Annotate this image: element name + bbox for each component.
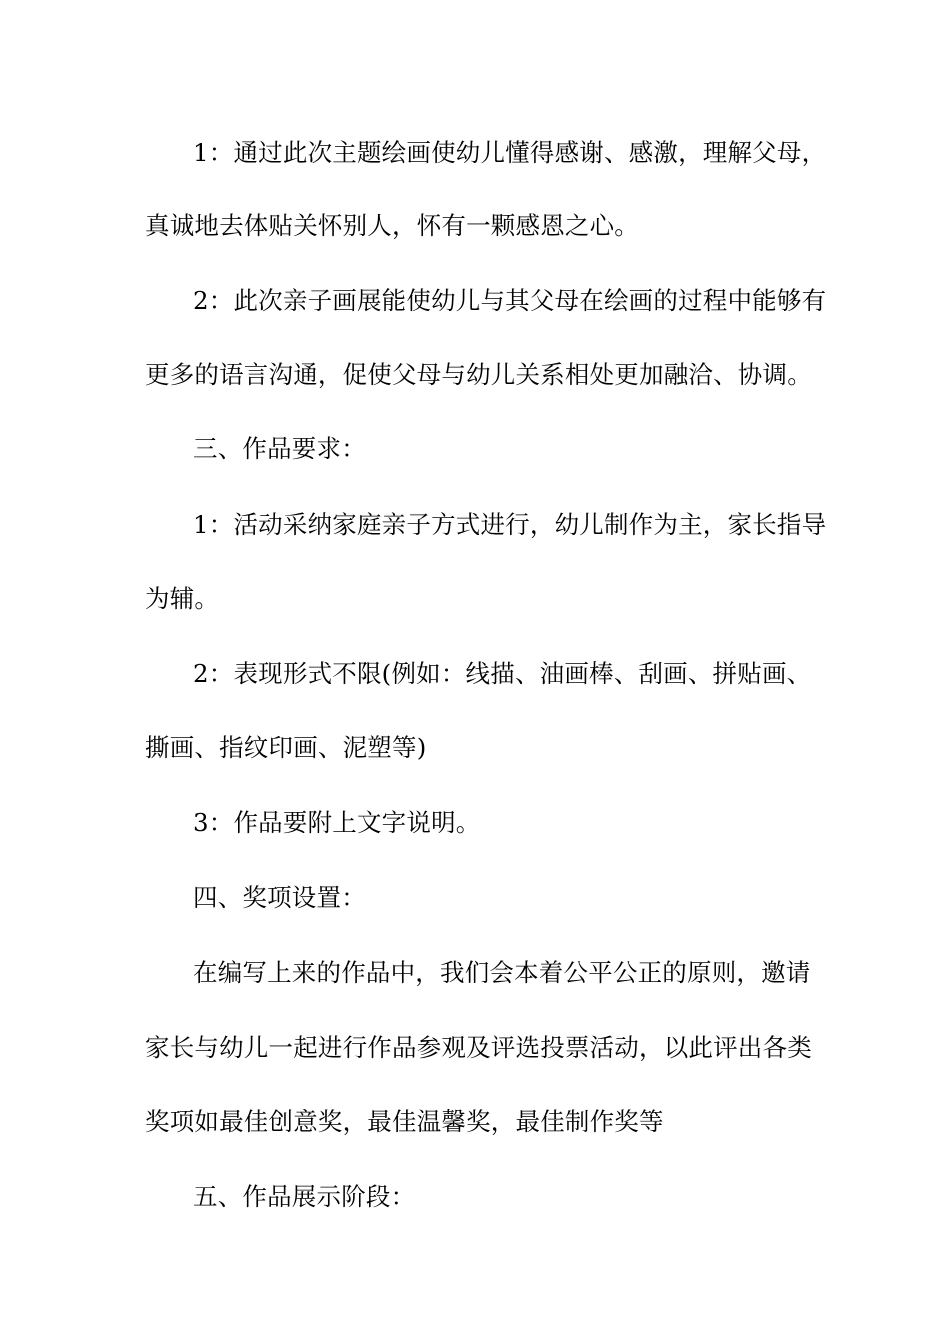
paragraph-line: 2：表现形式不限(例如：线描、油画棒、刮画、拼贴画、 — [193, 659, 812, 688]
paragraph-line: 为辅。 — [145, 584, 220, 613]
paragraph-line: 1：活动采纳家庭亲子方式进行，幼儿制作为主，家长指导 — [193, 510, 827, 539]
paragraph-line: 3：作品要附上文字说明。 — [193, 808, 481, 837]
paragraph-line: 更多的语言沟通，促使父母与幼儿关系相处更加融洽、协调。 — [145, 360, 812, 389]
paragraph-line: 在编写上来的作品中，我们会本着公平公正的原则，邀请 — [193, 958, 811, 987]
section-heading: 三、作品要求： — [193, 434, 366, 463]
paragraph-line: 1：通过此次主题绘画使幼儿懂得感谢、感激，理解父母， — [193, 138, 827, 167]
section-heading: 五、作品展示阶段： — [193, 1182, 416, 1211]
section-heading: 四、奖项设置： — [193, 883, 366, 912]
paragraph-line: 撕画、指纹印画、泥塑等) — [145, 733, 427, 762]
paragraph-line: 2：此次亲子画展能使幼儿与其父母在绘画的过程中能够有 — [193, 286, 827, 315]
paragraph-line: 家长与幼儿一起进行作品参观及评选投票活动，以此评出各类 — [145, 1033, 812, 1062]
paragraph-line: 真诚地去体贴关怀别人，怀有一颗感恩之心。 — [145, 211, 639, 240]
paragraph-line: 奖项如最佳创意奖，最佳温馨奖，最佳制作奖等 — [145, 1107, 664, 1136]
